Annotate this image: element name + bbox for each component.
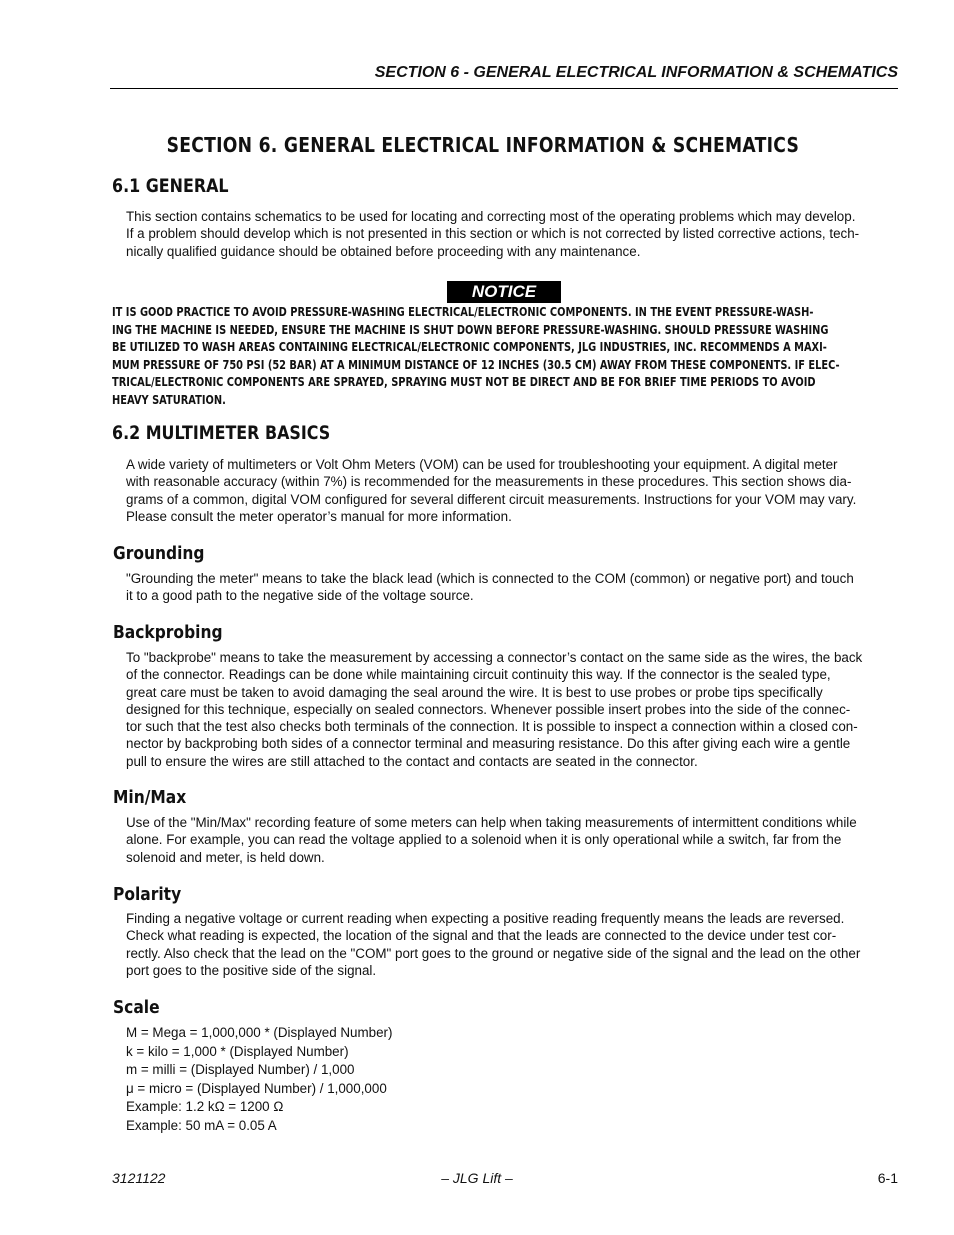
scale-item: M = Mega = 1,000,000 * (Displayed Number): [126, 1025, 393, 1040]
heading-min-max: Min/Max: [113, 787, 187, 808]
backprobing-paragraph: [126, 649, 898, 770]
heading-polarity: Polarity: [113, 884, 182, 905]
notice-line: TRICAL/ELECTRONIC COMPONENTS ARE SPRAYED, SPRAYING MUST NOT BE DIRECT AND BE FOR BRIEF TIME PERIODS TO AVOID: [112, 375, 816, 389]
notice-line: ING THE MACHINE IS NEEDED, ENSURE THE MACHINE IS SHUT DOWN BEFORE PRESSURE-WASHING. SHOULD PRESSURE WASHING: [112, 322, 829, 337]
paragraph-line: This section contains schematics to be used for locating and correcting most of the operating problems which may develop.: [126, 209, 856, 224]
paragraph-line: with reasonable accuracy (within 7%) is recommended for the measurements in these procedures. This section shows dia-: [126, 474, 852, 490]
paragraph-line: Use of the "Min/Max" recording feature of some meters can help when taking measurements of intermittent conditions while: [126, 815, 857, 830]
heading-general: 6.1 GENERAL: [112, 176, 229, 197]
notice-badge: NOTICE: [447, 281, 561, 303]
scale-list: [126, 1024, 392, 1136]
heading-scale: Scale: [113, 997, 160, 1018]
heading-grounding: Grounding: [113, 543, 205, 564]
footer-page-number: 6-1: [877, 1170, 898, 1186]
paragraph-line: Finding a negative voltage or current reading when expecting a positive reading frequently means the leads are reversed.: [126, 911, 845, 926]
multimeter-paragraph: [126, 456, 898, 525]
paragraph-line: A wide variety of multimeters or Volt Ohm Meters (VOM) can be used for troubleshooting your equipment. A digital meter: [126, 457, 838, 472]
section-title: SECTION 6. GENERAL ELECTRICAL INFORMATION & SCHEMATICS: [166, 133, 800, 157]
notice-line: HEAVY SATURATION.: [112, 392, 226, 407]
scale-item: k = kilo = 1,000 * (Displayed Number): [126, 1043, 349, 1059]
paragraph-line: Please consult the meter operator’s manual for more information.: [126, 508, 512, 524]
notice-line: IT IS GOOD PRACTICE TO AVOID PRESSURE-WASHING ELECTRICAL/ELECTRONIC COMPONENTS. IN THE EVENT PRESSURE-WASH-: [112, 305, 814, 319]
scale-item: Example: 50 mA = 0.05 A: [126, 1117, 277, 1133]
notice-line: MUM PRESSURE OF 750 PSI (52 BAR) AT A MINIMUM DISTANCE OF 12 INCHES (30.5 CM) AWAY FROM THESE COMPONENTS. IF ELEC-: [112, 357, 840, 372]
scale-item: m = milli = (Displayed Number) / 1,000: [126, 1062, 355, 1078]
paragraph-line: of the connector. Readings can be done while maintaining circuit continuity this way. If the connector is the sealed type,: [126, 667, 831, 683]
running-header: SECTION 6 - GENERAL ELECTRICAL INFORMATION & SCHEMATICS: [374, 64, 898, 81]
grounding-paragraph: [126, 570, 898, 605]
notice-text: [112, 304, 898, 409]
scale-item: μ = micro = (Displayed Number) / 1,000,000: [126, 1080, 387, 1096]
footer-doc-number: 3121122: [112, 1170, 166, 1186]
general-paragraph: [126, 208, 898, 260]
paragraph-line: great care must be taken to avoid damaging the seal around the wire. It is best to use probes or probe tips specifically: [126, 684, 823, 700]
paragraph-line: it to a good path to the negative side of the voltage source.: [126, 588, 474, 604]
paragraph-line: If a problem should develop which is not presented in this section or which is not corrected by listed corrective actions, tech-: [126, 226, 860, 242]
notice-line: BE UTILIZED TO WASH AREAS CONTAINING ELECTRICAL/ELECTRONIC COMPONENTS, JLG INDUSTRIES, INC. RECOMMENDS A MAXI-: [112, 340, 827, 354]
heading-backprobing: Backprobing: [113, 622, 223, 643]
paragraph-line: alone. For example, you can read the voltage applied to a solenoid when it is only operational while a switch, far from the: [126, 832, 842, 848]
footer-center-label: – JLG Lift –: [441, 1170, 513, 1186]
paragraph-line: grams of a common, digital VOM configured for several different circuit measurements. Instructions for your VOM may vary.: [126, 491, 857, 507]
heading-multimeter-basics: 6.2 MULTIMETER BASICS: [112, 423, 331, 444]
paragraph-line: To "backprobe" means to take the measurement by accessing a connector’s contact on the same side as the wires, the back: [126, 650, 863, 665]
paragraph-line: solenoid and meter, is held down.: [126, 849, 325, 865]
paragraph-line: nector by backprobing both sides of a connector terminal and measuring resistance. Do this after giving each wire a gentle: [126, 736, 851, 752]
minmax-paragraph: [126, 814, 898, 866]
paragraph-line: Check what reading is expected, the location of the signal and that the leads are connected to the device under test cor-: [126, 928, 837, 944]
header-rule: [110, 88, 898, 89]
paragraph-line: designed for this technique, especially on sealed connectors. Whenever possible insert probes into the side of the connec-: [126, 701, 851, 717]
paragraph-line: "Grounding the meter" means to take the black lead (which is connected to the COM (common) or negative port) and touch: [126, 571, 854, 586]
scale-item: Example: 1.2 kΩ = 1200 Ω: [126, 1099, 284, 1115]
paragraph-line: tor such that the test also checks both terminals of the connection. It is possible to inspect a connection within a closed con-: [126, 719, 858, 735]
paragraph-line: port goes to the positive side of the signal.: [126, 962, 377, 978]
paragraph-line: pull to ensure the wires are still attached to the contact and contacts are seated in the connector.: [126, 753, 698, 769]
paragraph-line: nically qualified guidance should be obtained before proceeding with any maintenance.: [126, 243, 641, 259]
polarity-paragraph: [126, 910, 898, 979]
paragraph-line: rectly. Also check that the lead on the "COM" port goes to the ground or negative side of the signal and the lead on the other: [126, 945, 861, 961]
